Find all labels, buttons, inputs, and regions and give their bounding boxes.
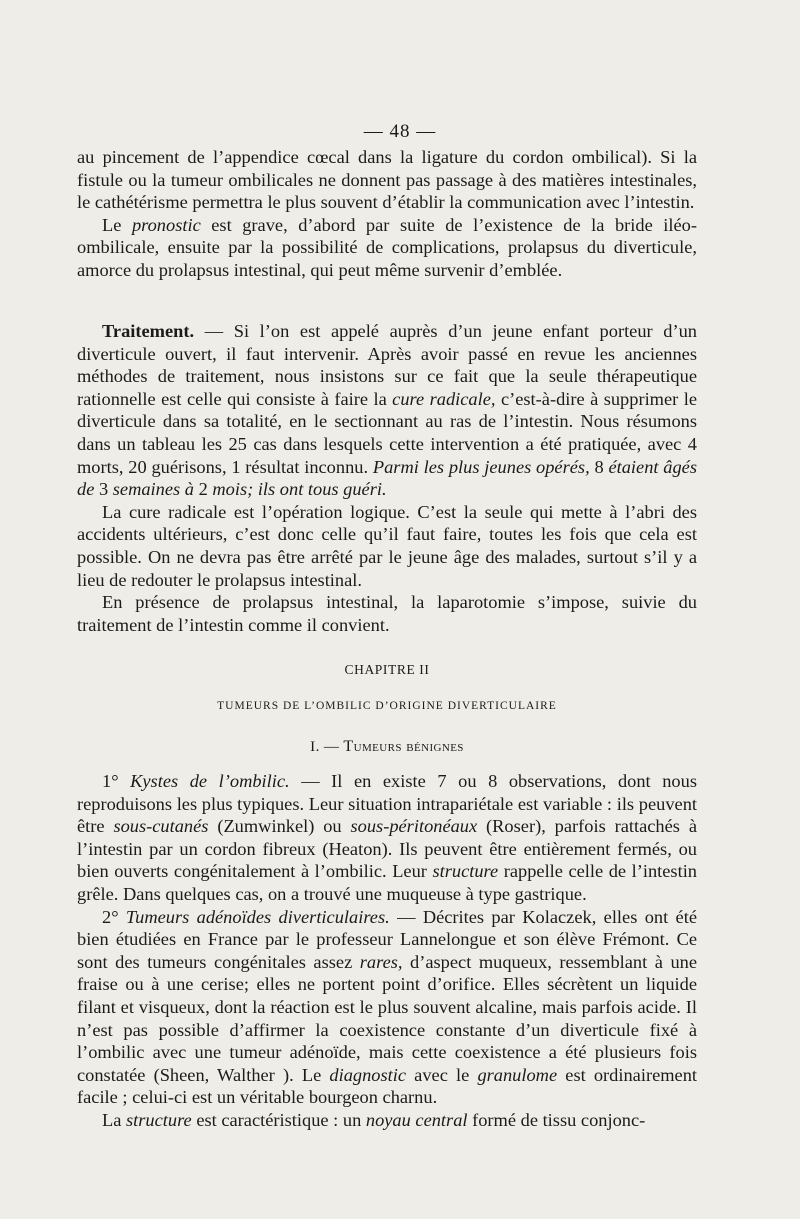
text-block-traitement [77,320,697,636]
term-sous-peritoneaux: sous-péritonéaux [350,816,478,837]
paragraph-laparotomie: En présence de prolapsus intestinal, la laparotomie s’impose, suivie du traitement de l’intestin comme il convient. [77,592,697,635]
emphasis-run: semaines à [112,479,194,500]
term-sous-cutanes: sous-cutanés [113,816,209,837]
text-run: (Roser), parfois rattachés à l’intestin par un cordon fibreux (Heaton). Ils peuvent être entièrement fermés, ou bien ouverts congénitalement à l’ombilic. Leur [77,816,697,882]
emphasis-run: étaient âgés de [77,456,697,500]
page-number: — 48 — [363,121,437,142]
term-diagnostic: diagnostic [329,1064,407,1085]
section-heading [77,738,697,756]
text-run: rappelle celle de l’intestin grêle. Dans quelques cas, on a trouvé une muqueuse à type gastrique. [77,861,697,904]
emphasis-run: Parmi les plus jeunes opérés, [372,456,590,477]
text-run: est grave, d’abord par suite de l’existence de la bride iléo-ombilicale, ensuite par la possibilité de complications, prolapsus du diverticule, amorce du prolapsus intestinal, qui peut même survenir d’emblée. [77,214,697,280]
text-run: La [102,1109,126,1130]
term-noyau-central: noyau central [365,1109,468,1130]
text-run: 3 [94,479,113,500]
text-run: d’aspect muqueux, ressemblant à une fraise ou à une cerise; elles ne portent point d’orifice. Elles sécrètent un liquide filant et visqueux, dont la réaction est le plus souvent alcaline, mais parfois acide. Il n’est pas possible d’affirmer la coexistence constante d’un diverticule fixé à l’ombilic avec une tumeur adénoïde, mais cette coexistence a été plusieurs fois constatée (Sheen, Walther ). Le [77,951,697,1085]
text-run: — Si l’on est appelé auprès d’un jeune enfant porteur d’un diverticule ouvert, il faut intervenir. Après avoir passé en revue les anciennes méthodes de traitement, nous insistons sur ce fait que la seule thérapeutique rationnelle est celle qui consiste à faire la [77,321,697,409]
term-structure: structure [126,1109,192,1130]
term-kystes: Kystes de l’ombilic. [130,771,290,791]
text-run: 8 [589,456,609,477]
chapter-subtitle: TUMEURS DE L’OMBILIC D’ORIGINE DIVERTICULAIRE [217,700,557,712]
text-run: 2 [193,479,213,500]
term-cure-radicale: cure radicale, [392,388,496,409]
text-block-top [77,146,697,282]
section-number: I. — [310,739,344,755]
term-rares: rares, [359,951,403,972]
text-run: Le [102,214,132,235]
emphasis-run: mois; ils ont tous guéri. [212,479,387,500]
paragraph-tumeurs-adenoides [77,906,697,1109]
term-tumeurs-adenoides: Tumeurs adénoïdes diverticulaires. [125,906,390,927]
paragraph-appendice: au pincement de l’appendice cœcal dans la ligature du cordon ombilical). Si la fistule ou la tumeur ombilicales ne donnent pas passage à des matières intestinales, le cathétérisme permettra le plus souvent d’établir la communication avec l’intestin. [77,147,697,213]
paragraph-structure [77,1109,697,1132]
paragraph-traitement [77,320,697,501]
text-block-tumeurs [77,770,697,1132]
term-structure: structure [432,861,499,882]
term-pronostic: pronostic [131,214,201,235]
text-run: — Décrites par Kolaczek, elles ont été bien étudiées en France par le professeur Lannelongue et son élève Frémont. Ce sont des tumeurs congénitales assez [77,906,697,972]
text-run: — Il en existe 7 ou 8 observations, dont nous reproduisons les plus typiques. Leur situation intrapariétale est variable : ils peuvent être [77,771,697,837]
chapter-heading: CHAPITRE II [344,662,430,677]
item-number: 1° [102,771,131,791]
item-number: 2° [102,906,126,927]
text-run: (Zumwinkel) ou [208,816,351,837]
section-lead-traitement: Traitement. [102,321,195,341]
text-run: avec le [406,1064,478,1085]
text-run: formé de tissu conjonc- [467,1109,646,1130]
text-run: est ordinairement facile ; celui-ci est un véritable bourgeon charnu. [77,1064,698,1108]
section-title: Tumeurs bénignes [343,738,464,755]
paragraph-kystes [77,770,697,906]
term-granulome: granulome [477,1064,558,1085]
paragraph-cure-radicale: La cure radicale est l’opération logique. C’est la seule qui mette à l’abri des accidents ultérieurs, c’est donc celle qu’il faut faire, toutes les fois que cela est possible. On ne devra pas être arrêté par le jeune âge des malades, surtout s’il y a lieu de redouter le prolapsus intestinal. [77,501,697,590]
text-run: c’est-à-dire à supprimer le diverticule dans sa totalité, en le sectionnant au ras de l’intestin. Nous résumons dans un tableau les 25 cas dans lesquels cette intervention a été pratiquée, avec 4 morts, 20 guérisons, 1 résultat inconnu. [77,388,697,477]
text-run: est caractéristique : un [191,1109,366,1130]
paragraph-pronostic [77,214,697,282]
